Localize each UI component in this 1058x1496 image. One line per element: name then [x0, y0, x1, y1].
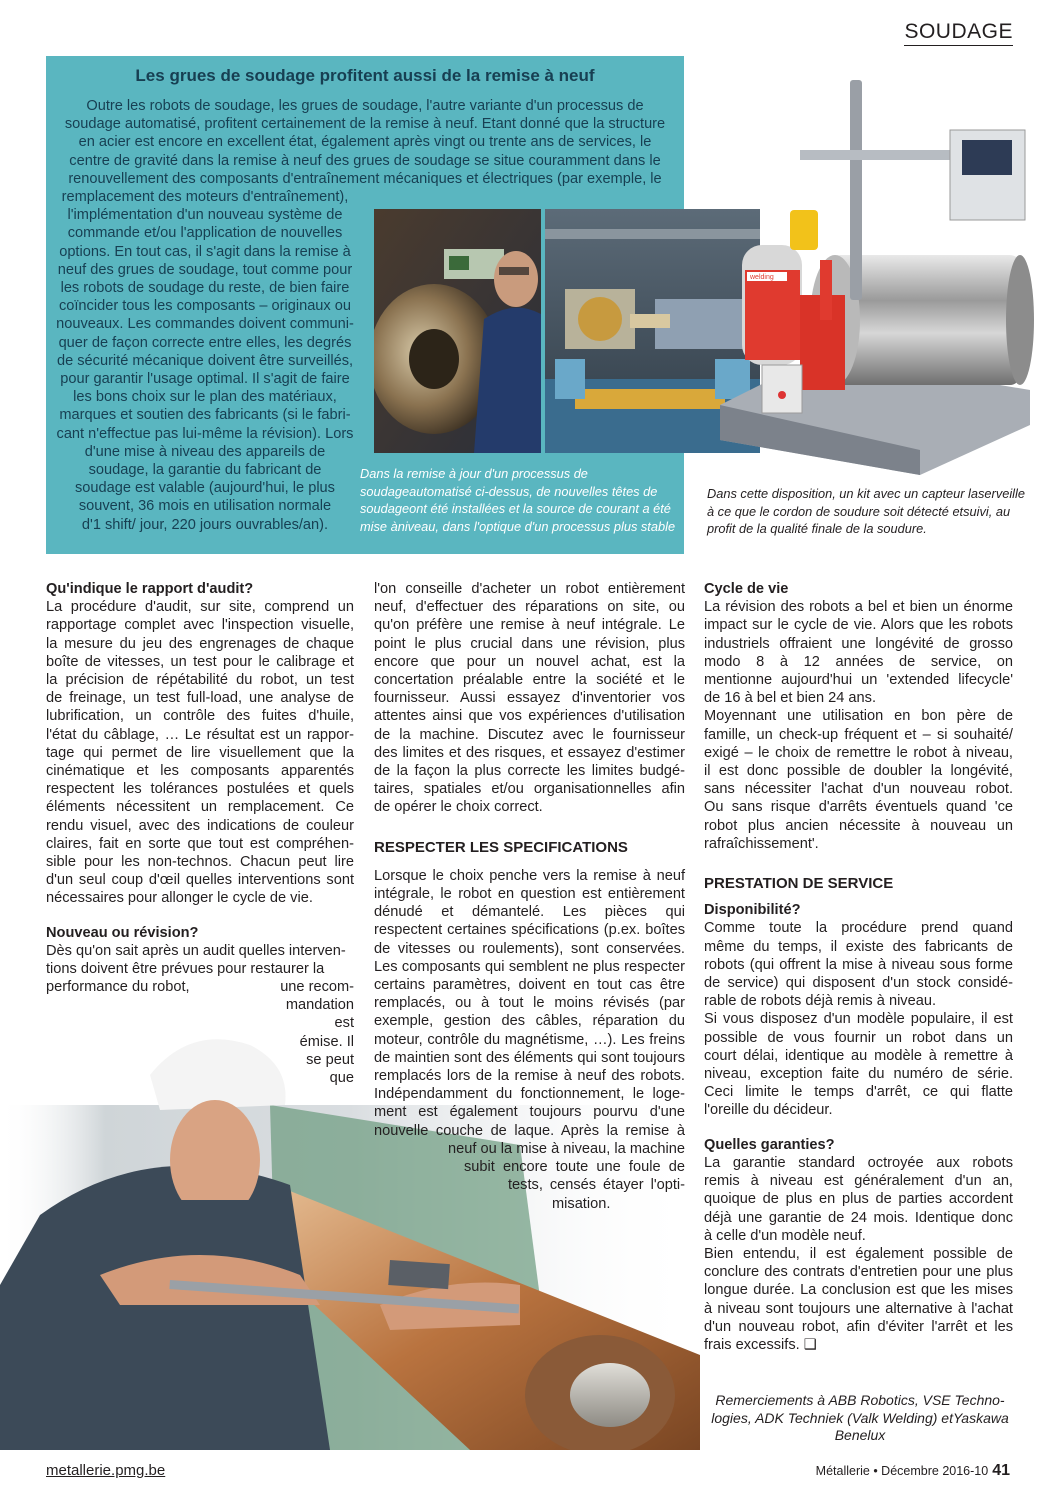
sidebar-body-line: soudage, la garantie du fabricant de [88, 462, 322, 479]
col2-p1-line: concertation préalable entre la société et le [374, 672, 685, 689]
col2-p2-line: de vitesses ou roulements), sont conservées. [374, 940, 685, 957]
col2-p2-line: moteur, contrôle du magnétisme, …). Les freins [374, 1031, 685, 1048]
sidebar-intro-line: centre de gravité dans la remise à neuf des grues de soudage se situe couramment dans le [69, 152, 661, 169]
col3-p1-line: famille, un check-up fréquent et – si souhaité/ [704, 726, 1013, 743]
col3-p1-line: rafraîchissement'. [704, 835, 819, 852]
footer-issue-text: Métallerie • Décembre 2016-10 [815, 1464, 989, 1478]
col3-p3-line: à celle d'un modèle neuf. [704, 1227, 866, 1244]
sidebar-intro-line: Outre les robots de soudage, les grues de soudage, l'autre variante d'un processus de [86, 98, 644, 114]
col3-p1-line: Ou sans risque d'arrêts éventuels quand 'ce [704, 799, 1013, 816]
col2-p1-line: de la façon la plus correcte les limites budgé- [374, 763, 685, 780]
col2-p2-line: de maintien sont des éléments qui sont toujours [374, 1049, 685, 1066]
photo-caption-line: Dans la remise à jour d'un processus de soudage [360, 466, 588, 499]
col3-p2-line: niveau, exception faite du numéro de série. [704, 1066, 1013, 1083]
col3-p1-line: de 16 à bel et bien 24 ans. [704, 690, 877, 707]
col3-p3-line: La garantie standard octroyée aux robots [704, 1154, 1013, 1171]
heading-audit-report: Qu'indique le rapport d'audit? [46, 581, 254, 597]
col2-p2-line: ment est également toujours pourvu d'une [374, 1104, 685, 1121]
col1-p1-line: claires, fait en sorte que tout est compréhen- [46, 835, 354, 852]
col1-p1-line: respectent les tolérances postulées et quels [46, 781, 354, 798]
sidebar-body-line: coïncider tous les composants – originaux ou [58, 298, 352, 315]
col2-p2-line: intégrale, le robot en question est entièrement [374, 886, 685, 903]
photo-welding-operator [374, 209, 541, 453]
col1-p1-line: sible pour les non-technos. Chacun peut lire [46, 854, 354, 871]
sidebar-body-line: l'implémentation d'un nouveau système de [67, 207, 343, 224]
col3-p2-line: possible de vous fournir un robot dans un [704, 1029, 1013, 1046]
col1-p1-line: cinématique et les composants apparentés [46, 763, 354, 780]
sidebar-title: Les grues de soudage profitent aussi de la remise à neuf [135, 66, 595, 85]
col2-p2-line: dénudé et démantelé. Les pièces qui [374, 904, 685, 921]
col1-tail-line: se peut [306, 1051, 354, 1068]
sidebar-body-line: remplacement des moteurs d'entraînement), [61, 189, 349, 205]
photo-welding-machine [700, 60, 1035, 480]
column-3 [704, 580, 1013, 1354]
col2-p1-line: attentes ainsi que vos expériences d'utilisation [374, 708, 685, 725]
col1-tail-line: que [329, 1070, 354, 1086]
section-tag: SOUDAGE [904, 20, 1013, 46]
col1-p1-line: éléments nécessitent un remplacement. Ce [46, 799, 354, 816]
col3-p3-line: frais excessifs. ❑ [704, 1336, 817, 1353]
column-2 [374, 580, 685, 1213]
acknowledgement-line: logies, ADK Techniek (Valk Welding) et [711, 1409, 953, 1426]
col3-p2-line: même du temps, il existe des fabricants de [704, 938, 1013, 955]
col2-p1-line: de la machine. Discutez avec le fournisseur [374, 726, 685, 743]
col3-p1-line: il est donc possible de doubler la longévité, [704, 763, 1013, 780]
sidebar-intro [46, 97, 684, 188]
sidebar-body-line: soudage est valable (aujourd'hui, le plus [75, 480, 335, 497]
machine-label: welding [750, 274, 774, 281]
col2-p1-line: des limites et des risques, et essayez d'estimer [374, 744, 685, 761]
col2-p2-line: tests, censés étayer l'opti- [508, 1177, 685, 1194]
col2-p1-line: qu'on préfère une remise à neuf intégrale. Le [374, 617, 685, 634]
sidebar-body-line: neuf des grues de soudage, tout comme pour [57, 261, 353, 278]
col1-tail-line: mandation [285, 997, 354, 1014]
col3-p1-line: modo 8 à 12 années de service, on [704, 653, 1013, 670]
col3-p3-line: d'un nouveau robot, afin d'éviter l'arrêt et les [704, 1318, 1013, 1335]
col3-p3-line: longue durée. La conclusion est que les mises [704, 1282, 1013, 1299]
col1-p1-line: rendu visuel, avec des indications de couleur [46, 817, 354, 834]
col3-p1-line: exigé – le choix de remettre le robot à niveau, [704, 744, 1013, 761]
sidebar-body-line: nouveaux. Les commandes doivent communi- [56, 316, 354, 333]
col1-p1-line: rapportage complet avec l'inspection visuelle, [46, 617, 354, 634]
sidebar-body-line: cant n'effectue pas lui-même la révision). Lors [56, 425, 354, 442]
col3-p1-line: industriels offraient une longévité de grosso [704, 635, 1013, 652]
sidebar-body-line: commande et/ou l'application de nouvelles [67, 225, 343, 242]
col1-p1-line: boîte de vitesses, un test pour le calibrage et [46, 653, 354, 670]
col2-p1-line: point le plus crucial dans une révision, plus [374, 635, 685, 652]
sidebar-body-line: souvent, 36 mois en utilisation normale [78, 498, 332, 515]
col1-p1-line: lubrification, un contrôle des fuites d'huile, [46, 708, 354, 725]
machine-caption-line: veille à ce que le cordon de soudure soit détecté et [707, 486, 1025, 519]
col2-p1-line: fournisseur. Aussi essayez d'inventorier vos [374, 690, 685, 707]
photo-caption-line: automatisé ci-dessus, de nouvelles têtes de soudage [360, 483, 658, 516]
machine-caption-line: Dans cette disposition, un kit avec un capteur laser [707, 486, 996, 501]
footer-issue [816, 1462, 1010, 1480]
column-1 [46, 580, 354, 1380]
col3-p1-line: Moyennant une utilisation en bon père de [704, 708, 1013, 725]
col3-p3-line: déjà une garantie de 24 mois. Identique donc [704, 1209, 1013, 1226]
sidebar-body-line: pour garantir l'usage optimal. Il s'agit de faire [60, 371, 350, 388]
col2-p2-line: Les composants qui semblent ne plus respecter [374, 958, 685, 975]
sidebar-body-line: marques et soutien des fabricants (si le fabri- [59, 407, 351, 424]
col1-p2-line: tions doivent être prévues pour restaurer la [46, 961, 325, 978]
sidebar-body-line: quer de façon correcte entre elles, les degrés [58, 334, 352, 351]
col1-tail-line: est [334, 1015, 354, 1032]
col2-p2-line: exemple, gestion des câbles, réparation du [374, 1013, 685, 1030]
col1-p2-line: Dès qu'on sait après un audit quelles interven- [46, 942, 346, 959]
col3-p2-line: l'oreille du décideur. [704, 1102, 833, 1119]
col1-p1-line: la précision de répétabilité du robot, un test [46, 672, 354, 689]
acknowledgements [704, 1392, 1016, 1445]
heading-specifications: RESPECTER LES SPECIFICATIONS [374, 838, 628, 856]
sidebar-body-line: d'1 shift/ jour, 220 jours ouvrables/an). [81, 516, 329, 533]
col1-p2-line: performance du robot, [46, 979, 190, 996]
machine-caption-line: suivi, au profit de la qualité finale de la soudure. [707, 503, 1011, 536]
machine-caption [707, 485, 1027, 538]
col3-p3-line: quoique de plus en plus de parties accordent [704, 1191, 1013, 1208]
col2-p1-line: neuf, d'effectuer des réparations on site, ou [374, 599, 685, 616]
heading-availability: Disponibilité? [704, 902, 801, 919]
col3-p1-line: La révision des robots a bel et bien un énorme [704, 599, 1013, 616]
heading-new-or-revision: Nouveau ou révision? [46, 924, 199, 941]
footer-website-link[interactable]: metallerie.pmg.be [46, 1462, 166, 1479]
heading-lifecycle: Cycle de vie [704, 581, 789, 597]
col2-p2-line: remplacés, ou à tout le moins révisés (par [374, 995, 685, 1012]
sidebar-intro-line: soudage automatisé, profitent certainement de la remise à neuf. Etant donné que la structure [64, 116, 666, 133]
col1-tail-line: émise. Il [299, 1033, 354, 1050]
col3-p2-line: robots (qui offrent la mise à niveau sous forme [704, 956, 1013, 973]
sidebar-body-line: options. En tout cas, il s'agit dans la remise à [59, 243, 351, 260]
col2-p2-line: Lorsque le choix penche vers la remise à neuf [374, 867, 685, 884]
col3-p1-line: impact sur le cycle de vie. Alors que les robots [704, 617, 1013, 634]
photo-caption-line: ont été installées et la source de courant a été mise à [360, 501, 671, 534]
col3-p1-line: robot plus ancien nécessite à nouveau un [704, 817, 1013, 834]
col1-tail-line: une recom- [280, 979, 354, 995]
col1-p1-line: la mesure du jeu des engrenages de chaque [46, 635, 354, 652]
heading-guarantees: Quelles garanties? [704, 1136, 835, 1153]
col3-p2-line: de service) qui disposent d'un stock considé- [704, 975, 1013, 992]
col2-p1-line: l'on conseille d'acheter un robot entièrement [374, 581, 685, 597]
col3-p2-line: court délai, identique au modèle à remettre à [704, 1047, 1013, 1064]
col1-p1-line: de freinage, un test full-load, une analyse de [46, 690, 354, 707]
sidebar-body [46, 188, 364, 534]
col3-p3-line: conclure des contrats d'entretien pour une plus [704, 1264, 1013, 1281]
col1-p1-line: nécessaires pour allonger le cycle de vie. [46, 890, 313, 907]
col1-p1-line: l'état du câblage, … Le résultat est un rappor- [46, 726, 354, 743]
col1-p1-line: La procédure d'audit, sur site, comprend un [46, 599, 354, 616]
col2-p2-line: neuf ou la mise à niveau, la machine [448, 1140, 685, 1157]
col2-p2-line: Indépendamment du fonctionnement, le loge- [374, 1086, 685, 1103]
sidebar-body-line: d'une mise à niveau des appareils de [84, 443, 326, 460]
acknowledgement-line: Remerciements à ABB Robotics, VSE Techno- [715, 1392, 1005, 1408]
col2-p1-line: de opérer le choix correct. [374, 799, 543, 816]
sidebar-body-line: les bons choix sur le plan des matériaux, [73, 389, 337, 406]
col3-p3-line: remis à niveau est généralement d'un an, [704, 1173, 1013, 1190]
col2-p2-line: subit encore toute une foule de [464, 1159, 685, 1176]
col3-p2-line: rable de robots déjà remis à niveau. [704, 993, 937, 1010]
col1-p1-line: d'un seul coup d'œil quelles interventions sont [46, 872, 354, 889]
col2-p1-line: taires, spatiales et/ou organisationnelles afin [374, 781, 685, 798]
sidebar-intro-line: en acier est encore en excellent état, également après vingt ou trente ans de services, le [78, 134, 652, 151]
acknowledgement-line: Yaskawa Benelux [834, 1409, 1009, 1443]
sidebar-body-line: de sécurité mécanique doivent être surveillés, [56, 352, 354, 369]
col2-p2-line: remplacés lors de la remise à neuf des robots. [374, 1068, 685, 1085]
col3-p2-line: Ceci limite le temps d'arrêt, ce qui flatte [704, 1084, 1013, 1101]
col3-p3-line: à niveau sont toujours une alternative à l'achat [704, 1300, 1013, 1317]
col3-p2-line: Comme toute la procédure prend quand [704, 920, 1013, 937]
col3-p1-line: sans nécessiter l'achat d'un nouveau robot. [704, 781, 1013, 798]
col3-p1-line: mentionne aujourd'hui un 'extended lifecycle' [704, 672, 1013, 689]
heading-service: PRESTATION DE SERVICE [704, 875, 894, 893]
col2-p2-line: certains paramètres, doivent en tout cas être [374, 977, 685, 994]
col2-p2-line: nouvelle couche de laque. Après la remise à [374, 1122, 685, 1139]
col1-p1-line: tage qui permet de lire visuellement que la [46, 744, 354, 761]
photo-caption-line: niveau, dans l'optique d'un processus plus stable [397, 518, 676, 534]
col2-p2-line: respectent certaines spécifications (p.ex. boîtes [374, 922, 685, 939]
sidebar-intro-line: renouvellement des composants d'entraînement mécaniques et électriques (par exemple, le [68, 170, 662, 187]
photo-caption [360, 465, 680, 535]
sidebar-body-line: les robots de soudage du reste, de bien faire [60, 280, 350, 297]
col2-p1-line: encore que pour un nouvel achat, est la [374, 653, 685, 670]
col3-p2-line: Si vous disposez d'un modèle populaire, il est [704, 1011, 1013, 1028]
col3-p3-line: Bien entendu, il est également possible de [704, 1245, 1013, 1262]
page-number: 41 [992, 1462, 1010, 1479]
col2-p2-line: misation. [552, 1195, 611, 1212]
